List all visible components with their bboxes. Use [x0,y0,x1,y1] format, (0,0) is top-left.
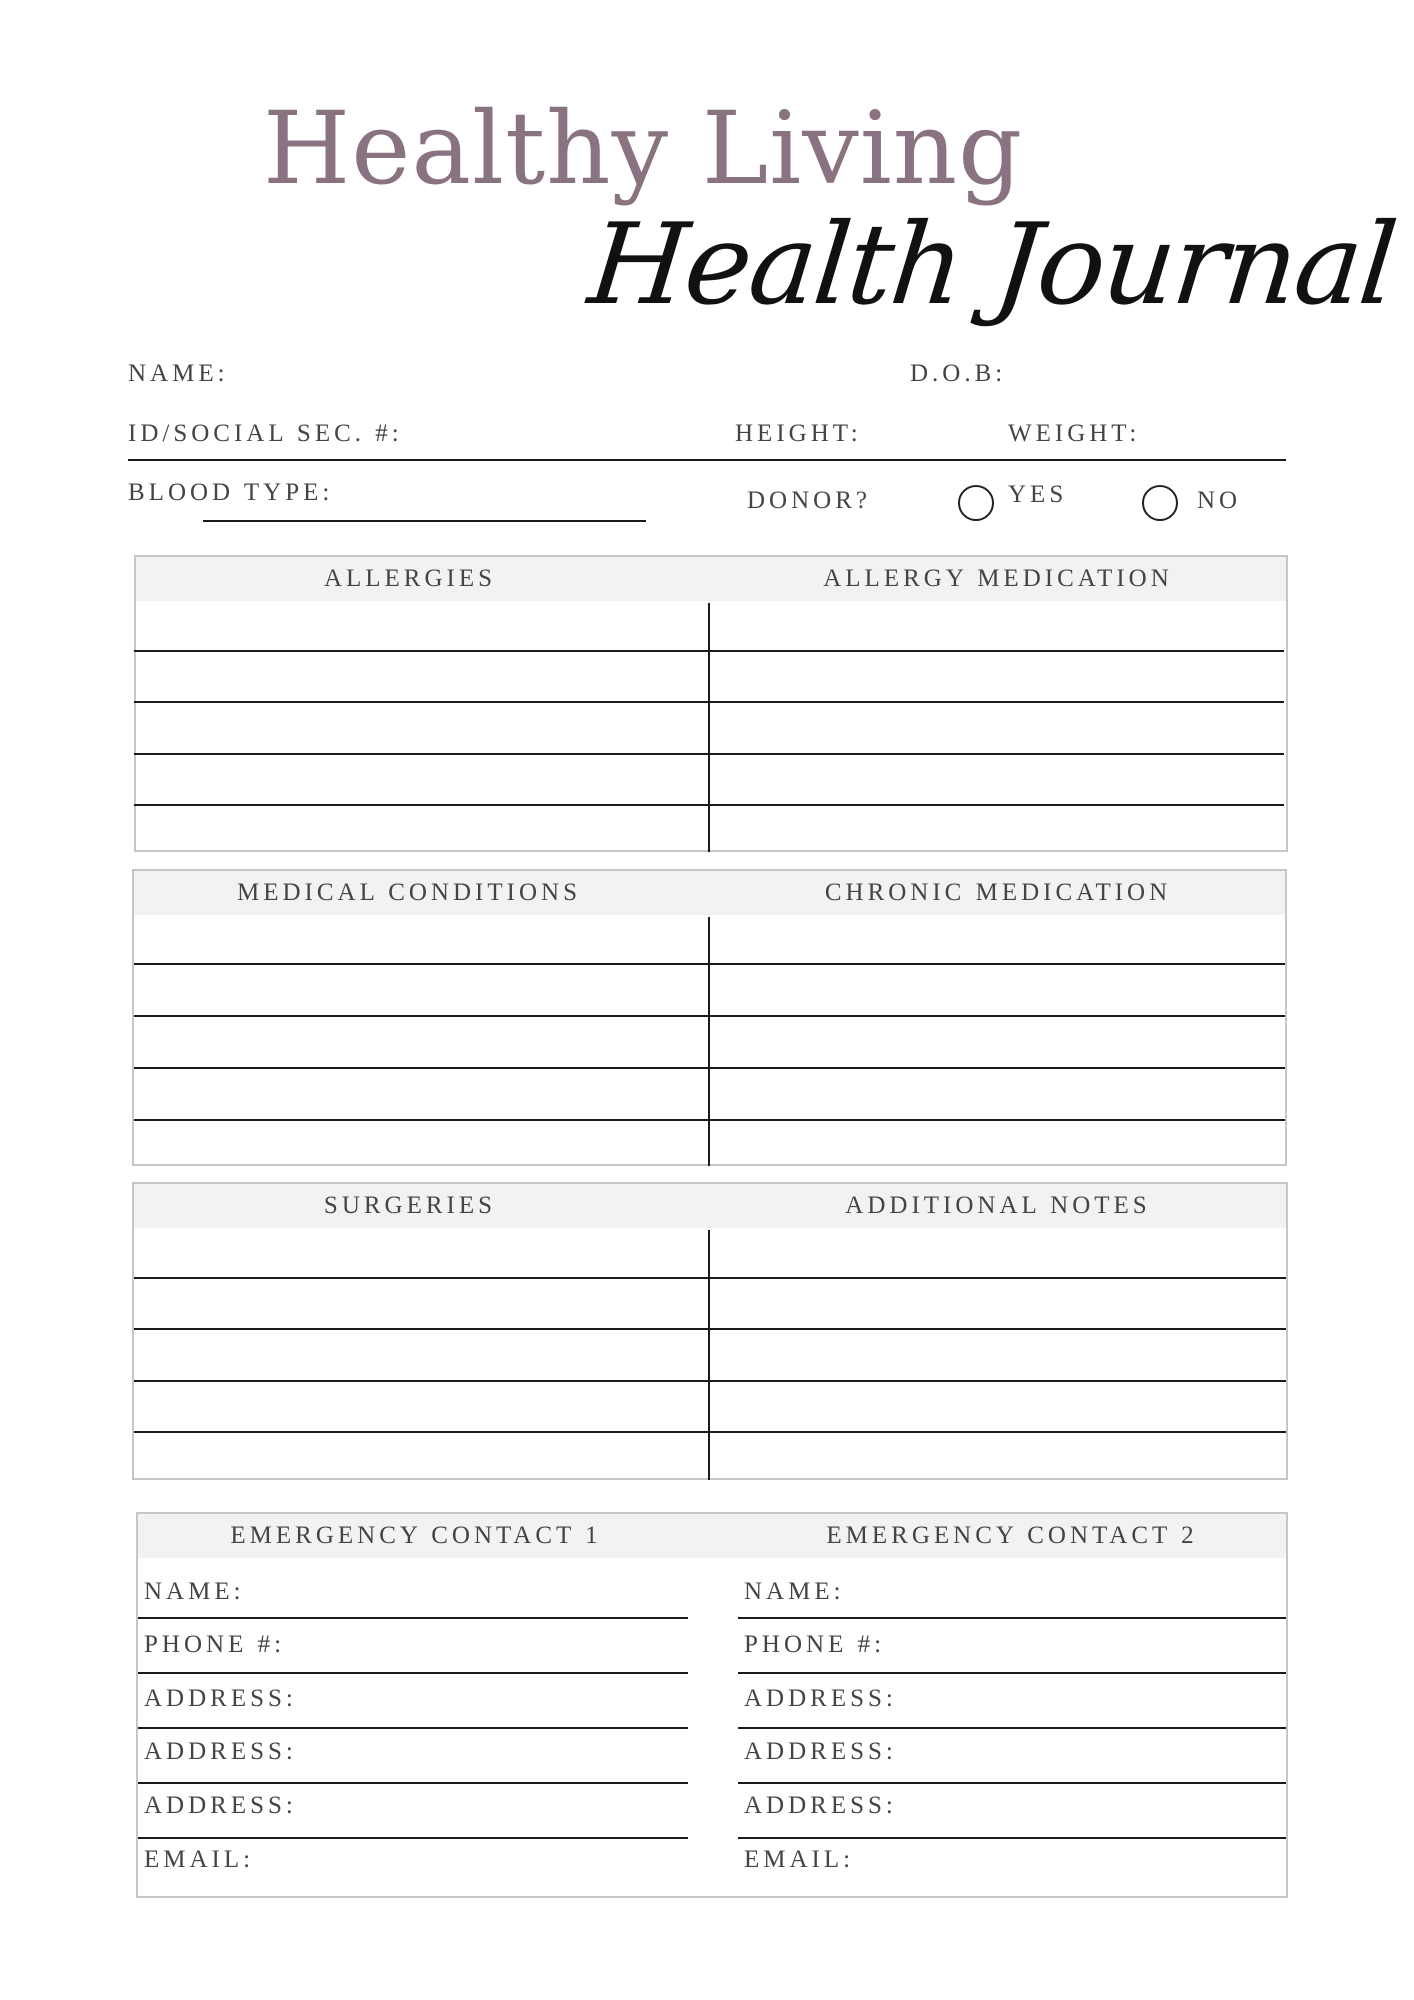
donor-yes-radio[interactable] [958,485,994,521]
ec2-address-line[interactable] [738,1727,1286,1729]
ec2-phone-label: PHONE #: [744,1631,886,1658]
ec2-address-line[interactable] [738,1782,1286,1784]
allergies-table [134,555,1288,852]
ec1-phone-label: PHONE #: [144,1631,286,1658]
ec1-address-label: ADDRESS: [144,1792,297,1819]
ec1-address-line[interactable] [138,1782,688,1784]
row-line[interactable] [134,963,1285,965]
ec2-email-label: EMAIL: [744,1846,855,1873]
id-label: ID/SOCIAL SEC. #: [128,420,403,447]
donor-no-radio[interactable] [1142,485,1178,521]
ec1-address-line[interactable] [138,1837,688,1839]
ec1-name-line[interactable] [138,1617,688,1619]
ec1-address-label: ADDRESS: [144,1738,297,1765]
ec2-name-label: NAME: [744,1578,845,1605]
blood-type-label: BLOOD TYPE: [128,479,334,506]
conditions-table [132,869,1287,1166]
id-field-line[interactable] [128,459,1286,461]
donor-no-label: NO [1197,487,1242,514]
medical-conditions-heading: MEDICAL CONDITIONS [237,879,581,906]
page-title: Healthy Living [263,90,1024,207]
surgeries-heading: SURGERIES [323,1192,497,1219]
name-label: NAME: [128,360,229,387]
row-line[interactable] [134,804,1284,806]
blood-type-field-line[interactable] [203,520,646,522]
ec2-address-label: ADDRESS: [744,1685,897,1712]
row-line[interactable] [134,701,1284,703]
weight-label: WEIGHT: [1008,420,1141,447]
row-line[interactable] [134,1328,1286,1330]
column-divider [708,917,710,1166]
row-line[interactable] [134,1380,1286,1382]
donor-yes-label: YES [1008,481,1068,508]
row-line[interactable] [134,1277,1286,1279]
donor-label: DONOR? [747,487,871,514]
ec1-email-label: EMAIL: [144,1846,255,1873]
ec2-address-label: ADDRESS: [744,1738,897,1765]
emergency-contacts-table [136,1512,1288,1898]
row-line[interactable] [134,753,1284,755]
emergency-contact-2-heading: EMERGENCY CONTACT 2 [826,1522,1198,1549]
row-line[interactable] [134,1015,1285,1017]
dob-label: D.O.B: [910,360,1007,387]
ec1-address-line[interactable] [138,1727,688,1729]
chronic-medication-heading: CHRONIC MEDICATION [824,879,1172,906]
ec2-address-line[interactable] [738,1837,1286,1839]
allergies-heading: ALLERGIES [323,565,497,592]
ec1-phone-line[interactable] [138,1672,688,1674]
column-divider [708,603,710,852]
ec2-address-label: ADDRESS: [744,1792,897,1819]
row-line[interactable] [134,1119,1285,1121]
surgeries-table [132,1182,1288,1480]
row-line[interactable] [134,1067,1285,1069]
additional-notes-heading: ADDITIONAL NOTES [845,1192,1151,1219]
emergency-contact-1-heading: EMERGENCY CONTACT 1 [230,1522,602,1549]
ec1-name-label: NAME: [144,1578,245,1605]
allergy-medication-heading: ALLERGY MEDICATION [823,565,1173,592]
ec1-address-label: ADDRESS: [144,1685,297,1712]
ec2-phone-line[interactable] [738,1672,1286,1674]
row-line[interactable] [134,1431,1286,1433]
page-subtitle: Health Journal [583,200,1401,330]
row-line[interactable] [134,650,1284,652]
height-label: HEIGHT: [735,420,862,447]
column-divider [708,1230,710,1480]
ec2-name-line[interactable] [738,1617,1286,1619]
